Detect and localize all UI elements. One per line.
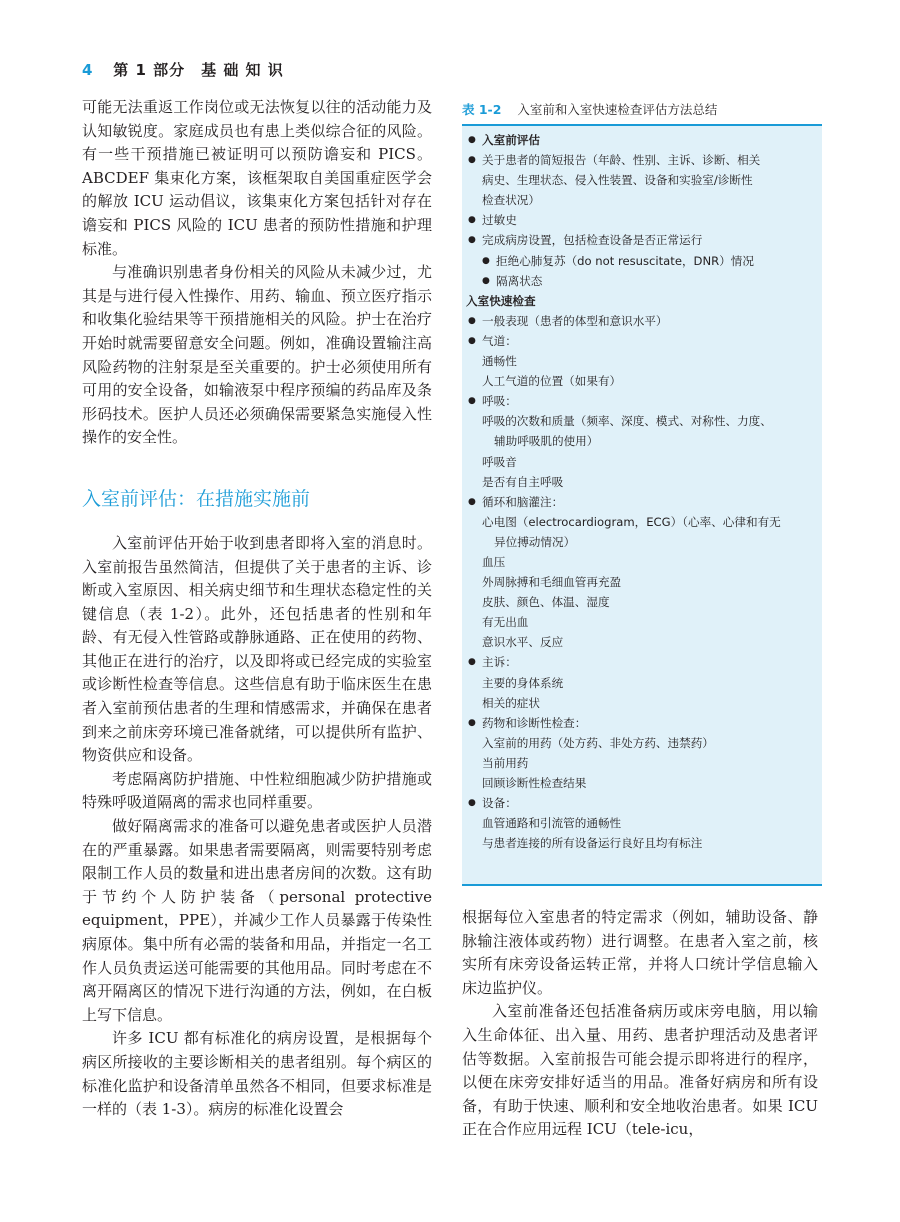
page-number: 4 [82,61,93,79]
table-line: 血压 [482,554,506,569]
section-heading: 入室前评估：在措施实施前 [82,487,311,510]
table-title: 入室前和入室快速检查评估方法总结 [517,102,718,117]
table-line: 病史、生理状态、侵入性装置、设备和实验室/诊断性 [482,173,753,188]
table-bullet: ● 设备： [466,793,814,813]
body-paragraph: 入室前准备还包括准备病历或床旁电脑，用以输入生命体征、出入量、用药、患者护理活动及患者评估等数据。入室前报告可能会提示即将进行的程序，以便在床旁安排好适当的用品。准备好病房和所有设备，有助于快速、顺利和安全地收治患者。如果 ICU 正在合作应用远程 ICU（tele-icu， [462,1002,818,1139]
table-line: 意识水平、反应 [482,635,564,650]
table-line: 有无出血 [482,615,529,630]
body-paragraph: 考虑隔离防护措施、中性粒细胞减少防护措施或特殊呼吸道隔离的需求也同样重要。 [82,769,432,812]
table-bullet: ● 一般表现（患者的体型和意识水平） [466,311,814,331]
table-line: 入室前的用药（处方药、非处方药、违禁药） [482,735,714,750]
table-line: 相关的症状 [482,695,540,710]
body-paragraph: 许多 ICU 都有标准化的病房设置，是根据每个病区所接收的主要诊断相关的患者组别。每个病区的标准化监护和设备清单虽然各不相同，但要求标准是一样的（表 1-3）。病房的标准化设置会 [82,1029,432,1119]
table-line: 回顾诊断性检查结果 [482,776,587,790]
table-line: 外周脉搏和毛细血管再充盈 [482,575,622,590]
table-bullet: ● 关于患者的简短报告（年龄、性别、主诉、诊断、相关 [466,150,814,170]
table-line: 辅助呼吸肌的使用） [494,434,599,449]
right-column [462,906,818,1142]
table-number: 表 1-2 [462,102,502,117]
table-bullet: ● 循环和脑灌注： [466,492,814,512]
table-line: 当前用药 [482,755,529,770]
table-bullet: ● 呼吸： [466,391,814,411]
running-header [82,56,284,84]
body-paragraph: 入室前评估开始于收到患者即将入室的消息时。入室前报告虽然简洁，但提供了关于患者的主诉、诊断或入室原因、相关病史细节和生理状态稳定性的关键信息（表 1-2）。此外，还包括患者的性别和年龄、有无侵入性管路或静脉通路、正在使用的药物、其他正在进行的治疗，以及即将或已经完成的实验室或诊断性检查等信息。这些信息有助于临床医生在患者入室前预估患者的生理和情感需求，并确保在患者到来之前床旁环境已准备就绪，可以提供所有监护、物资供应和设备。 [82,533,432,765]
table-line: 呼吸音 [482,454,517,469]
table-line: 心电图（electrocardiogram，ECG）（心率、心律和有无 [482,514,781,529]
left-column [82,96,432,1122]
table-bullet: ● 完成病房设置，包括检查设备是否正常运行 [466,230,814,250]
table-line: 呼吸的次数和质量（频率、深度、模式、对称性、力度、 [482,414,772,429]
table-line: 人工气道的位置（如果有） [482,374,622,389]
part-title: 第 1 部分 基 础 知 识 [113,61,284,79]
table-caption [462,100,822,118]
table-line: 主要的身体系统 [482,675,564,690]
table-sub-bullet: ● 隔离状态 [466,271,814,291]
table-line: 通畅性 [482,354,517,369]
table-bullet: ● 药物和诊断性检查： [466,713,814,733]
body-paragraph: 根据每位入室患者的特定需求（例如，辅助设备、静脉输注液体或药物）进行调整。在患者入室之前，核实所有床旁设备运转正常，并将人口统计学信息输入床边监护仪。 [462,908,818,997]
table-bullet: ● 气道： [466,331,814,351]
table-line: 皮肤、颜色、体温、湿度 [482,595,610,610]
table-bullet: ● 过敏史 [466,210,814,230]
body-paragraph: 可能无法重返工作岗位或无法恢复以往的活动能力及认知敏锐度。家庭成员也有患上类似综合征的风险。有一些干预措施已被证明可以预防谵妄和 PICS。ABCDEF 集束化方案，该框架取自美国重症医学会的解放 ICU 运动倡议，该集束化方案包括针对存在谵妄和 PICS 风险的 ICU 患者的预防性措施和护理标准。 [82,98,432,258]
table-line: 血管通路和引流管的通畅性 [482,816,622,831]
table-line: 异位搏动情况） [494,534,576,549]
table-line: 检查状况） [482,193,540,208]
assessment-summary-table [462,124,822,886]
body-paragraph: 与准确识别患者身份相关的风险从未减少过，尤其是与进行侵入性操作、用药、输血、预立医疗指示和收集化验结果等干预措施相关的风险。护士在治疗开始时就需要留意安全问题。例如，准确设置输注高风险药物的注射泵是至关重要的。护士必须使用所有可用的安全设备，如输液泵中程序预编的药品库及条形码技术。医护人员还必须确保需要紧急实施侵入性操作的安全性。 [82,263,432,447]
table-sub-bullet: ● 拒绝心肺复苏（do not resuscitate，DNR）情况 [466,251,814,271]
table-section-head: 入室快速检查 [466,293,536,308]
table-line: 与患者连接的所有设备运行良好且均有标注 [482,836,703,851]
table-section-head: ● 入室前评估 [466,130,814,150]
table-bullet: ● 主诉： [466,652,814,672]
table-line: 是否有自主呼吸 [482,474,564,489]
body-paragraph: 做好隔离需求的准备可以避免患者或医护人员潜在的严重暴露。如果患者需要隔离，则需要特别考虑限制工作人员的数量和进出患者房间的次数。这有助于节约个人防护装备（personal protective equipment，PPE），并减少工作人员暴露于传染性病原体。集中所有必需的装备和用品，并指定一名工作人员负责运送可能需要的其他用品。同时考虑在不离开隔离区的情况下进行沟通的方法，例如，在白板上写下信息。 [82,817,432,1024]
